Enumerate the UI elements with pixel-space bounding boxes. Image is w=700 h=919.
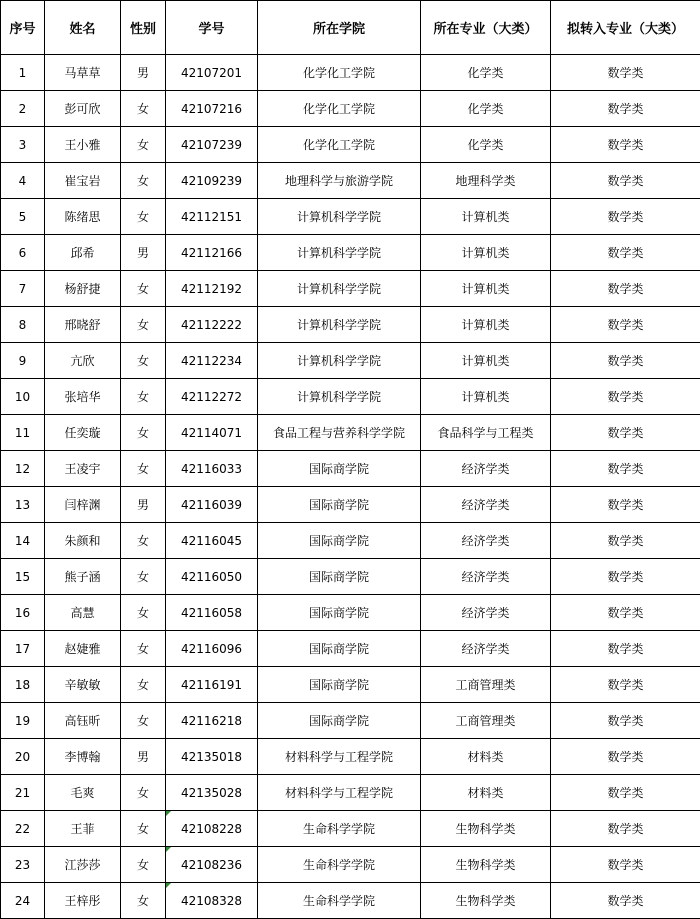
cell-target-major: 数学类 <box>551 127 700 163</box>
cell-target-major: 数学类 <box>551 739 700 775</box>
cell-target-major: 数学类 <box>551 55 700 91</box>
cell-gender: 女 <box>121 307 166 343</box>
cell-college: 化学化工学院 <box>258 55 421 91</box>
cell-student-id: 42112166 <box>166 235 258 271</box>
cell-index: 2 <box>1 91 45 127</box>
table-row <box>1 883 700 919</box>
cell-current-major: 计算机类 <box>421 271 551 307</box>
cell-college: 国际商学院 <box>258 595 421 631</box>
table-row <box>1 307 700 343</box>
cell-index: 8 <box>1 307 45 343</box>
cell-name: 辛敏敏 <box>45 667 121 703</box>
cell-gender: 女 <box>121 271 166 307</box>
cell-index: 22 <box>1 811 45 847</box>
cell-target-major: 数学类 <box>551 883 700 919</box>
cell-name: 任奕璇 <box>45 415 121 451</box>
header-college: 所在学院 <box>258 1 421 55</box>
cell-index: 12 <box>1 451 45 487</box>
cell-current-major: 经济学类 <box>421 487 551 523</box>
cell-gender: 男 <box>121 739 166 775</box>
cell-index: 5 <box>1 199 45 235</box>
cell-college: 计算机科学学院 <box>258 199 421 235</box>
cell-college: 国际商学院 <box>258 667 421 703</box>
cell-index: 7 <box>1 271 45 307</box>
cell-gender: 女 <box>121 163 166 199</box>
cell-current-major: 工商管理类 <box>421 667 551 703</box>
cell-student-id: 42116218 <box>166 703 258 739</box>
cell-name: 张培华 <box>45 379 121 415</box>
cell-target-major: 数学类 <box>551 523 700 559</box>
cell-student-id: 42112272 <box>166 379 258 415</box>
cell-current-major: 计算机类 <box>421 379 551 415</box>
cell-student-id: 42108236 <box>166 847 258 883</box>
cell-college: 食品工程与营养科学学院 <box>258 415 421 451</box>
cell-current-major: 工商管理类 <box>421 703 551 739</box>
header-target-major: 拟转入专业（大类） <box>551 1 700 55</box>
cell-index: 4 <box>1 163 45 199</box>
table-row <box>1 343 700 379</box>
table-row <box>1 559 700 595</box>
cell-college: 生命科学学院 <box>258 847 421 883</box>
cell-current-major: 经济学类 <box>421 559 551 595</box>
cell-current-major: 化学类 <box>421 91 551 127</box>
cell-student-id: 42116050 <box>166 559 258 595</box>
cell-current-major: 经济学类 <box>421 523 551 559</box>
cell-student-id: 42109239 <box>166 163 258 199</box>
cell-name: 崔宝岩 <box>45 163 121 199</box>
cell-index: 19 <box>1 703 45 739</box>
cell-gender: 女 <box>121 343 166 379</box>
cell-name: 李博翰 <box>45 739 121 775</box>
cell-college: 计算机科学学院 <box>258 235 421 271</box>
cell-name: 熊子涵 <box>45 559 121 595</box>
cell-student-id: 42116096 <box>166 631 258 667</box>
cell-current-major: 计算机类 <box>421 307 551 343</box>
cell-current-major: 经济学类 <box>421 451 551 487</box>
header-row <box>1 1 700 55</box>
cell-college: 国际商学院 <box>258 559 421 595</box>
cell-current-major: 地理科学类 <box>421 163 551 199</box>
cell-index: 9 <box>1 343 45 379</box>
cell-current-major: 化学类 <box>421 127 551 163</box>
cell-current-major: 经济学类 <box>421 595 551 631</box>
table-row <box>1 775 700 811</box>
cell-name: 赵婕雅 <box>45 631 121 667</box>
cell-student-id: 42114071 <box>166 415 258 451</box>
cell-student-id: 42108228 <box>166 811 258 847</box>
cell-current-major: 生物科学类 <box>421 883 551 919</box>
cell-target-major: 数学类 <box>551 811 700 847</box>
cell-college: 国际商学院 <box>258 631 421 667</box>
cell-student-id: 42112192 <box>166 271 258 307</box>
cell-student-id: 42135018 <box>166 739 258 775</box>
cell-target-major: 数学类 <box>551 451 700 487</box>
cell-current-major: 生物科学类 <box>421 811 551 847</box>
table-row <box>1 595 700 631</box>
cell-index: 17 <box>1 631 45 667</box>
cell-target-major: 数学类 <box>551 91 700 127</box>
cell-student-id: 42107201 <box>166 55 258 91</box>
cell-current-major: 食品科学与工程类 <box>421 415 551 451</box>
cell-target-major: 数学类 <box>551 163 700 199</box>
cell-gender: 男 <box>121 487 166 523</box>
cell-target-major: 数学类 <box>551 343 700 379</box>
cell-college: 化学化工学院 <box>258 91 421 127</box>
cell-target-major: 数学类 <box>551 487 700 523</box>
cell-current-major: 生物科学类 <box>421 847 551 883</box>
cell-name: 王小雅 <box>45 127 121 163</box>
cell-gender: 女 <box>121 91 166 127</box>
cell-index: 13 <box>1 487 45 523</box>
table-row <box>1 235 700 271</box>
cell-target-major: 数学类 <box>551 667 700 703</box>
cell-gender: 女 <box>121 523 166 559</box>
cell-college: 生命科学学院 <box>258 883 421 919</box>
header-student-id: 学号 <box>166 1 258 55</box>
cell-index: 21 <box>1 775 45 811</box>
cell-current-major: 化学类 <box>421 55 551 91</box>
cell-name: 高钰昕 <box>45 703 121 739</box>
cell-index: 20 <box>1 739 45 775</box>
cell-student-id: 42107239 <box>166 127 258 163</box>
cell-gender: 女 <box>121 415 166 451</box>
table-row <box>1 415 700 451</box>
cell-name: 王凌宇 <box>45 451 121 487</box>
cell-college: 国际商学院 <box>258 523 421 559</box>
cell-college: 计算机科学学院 <box>258 307 421 343</box>
cell-name: 彭可欣 <box>45 91 121 127</box>
cell-gender: 女 <box>121 883 166 919</box>
cell-college: 材料科学与工程学院 <box>258 775 421 811</box>
cell-college: 国际商学院 <box>258 703 421 739</box>
table-row <box>1 703 700 739</box>
cell-current-major: 计算机类 <box>421 199 551 235</box>
cell-target-major: 数学类 <box>551 703 700 739</box>
cell-college: 国际商学院 <box>258 487 421 523</box>
header-index: 序号 <box>1 1 45 55</box>
cell-student-id: 42116191 <box>166 667 258 703</box>
cell-student-id: 42107216 <box>166 91 258 127</box>
cell-student-id: 42135028 <box>166 775 258 811</box>
cell-target-major: 数学类 <box>551 595 700 631</box>
table-row <box>1 55 700 91</box>
cell-target-major: 数学类 <box>551 199 700 235</box>
cell-index: 11 <box>1 415 45 451</box>
cell-target-major: 数学类 <box>551 631 700 667</box>
table-row <box>1 127 700 163</box>
cell-target-major: 数学类 <box>551 235 700 271</box>
cell-student-id: 42112222 <box>166 307 258 343</box>
cell-name: 江莎莎 <box>45 847 121 883</box>
cell-student-id: 42112151 <box>166 199 258 235</box>
cell-index: 18 <box>1 667 45 703</box>
cell-college: 地理科学与旅游学院 <box>258 163 421 199</box>
cell-name: 王菲 <box>45 811 121 847</box>
cell-index: 6 <box>1 235 45 271</box>
cell-student-id: 42108328 <box>166 883 258 919</box>
cell-name: 闫梓渊 <box>45 487 121 523</box>
table-row <box>1 811 700 847</box>
cell-name: 亢欣 <box>45 343 121 379</box>
cell-gender: 女 <box>121 595 166 631</box>
cell-gender: 女 <box>121 667 166 703</box>
cell-gender: 女 <box>121 559 166 595</box>
table-row <box>1 163 700 199</box>
cell-name: 陈绪思 <box>45 199 121 235</box>
cell-name: 邱希 <box>45 235 121 271</box>
cell-college: 生命科学学院 <box>258 811 421 847</box>
cell-gender: 女 <box>121 127 166 163</box>
cell-current-major: 计算机类 <box>421 343 551 379</box>
table-row <box>1 199 700 235</box>
cell-college: 计算机科学学院 <box>258 379 421 415</box>
cell-index: 3 <box>1 127 45 163</box>
cell-index: 24 <box>1 883 45 919</box>
cell-name: 王梓彤 <box>45 883 121 919</box>
cell-student-id: 42116045 <box>166 523 258 559</box>
cell-target-major: 数学类 <box>551 379 700 415</box>
table-row <box>1 847 700 883</box>
cell-gender: 女 <box>121 631 166 667</box>
header-gender: 性别 <box>121 1 166 55</box>
cell-student-id: 42116039 <box>166 487 258 523</box>
cell-current-major: 材料类 <box>421 775 551 811</box>
cell-current-major: 材料类 <box>421 739 551 775</box>
header-current-major: 所在专业（大类） <box>421 1 551 55</box>
cell-gender: 女 <box>121 379 166 415</box>
cell-gender: 男 <box>121 55 166 91</box>
cell-college: 计算机科学学院 <box>258 343 421 379</box>
cell-target-major: 数学类 <box>551 847 700 883</box>
cell-college: 计算机科学学院 <box>258 271 421 307</box>
cell-index: 10 <box>1 379 45 415</box>
table-row <box>1 379 700 415</box>
cell-current-major: 经济学类 <box>421 631 551 667</box>
cell-name: 邢晓舒 <box>45 307 121 343</box>
cell-college: 国际商学院 <box>258 451 421 487</box>
cell-target-major: 数学类 <box>551 415 700 451</box>
cell-gender: 男 <box>121 235 166 271</box>
cell-index: 1 <box>1 55 45 91</box>
cell-index: 23 <box>1 847 45 883</box>
cell-name: 马草草 <box>45 55 121 91</box>
table-row <box>1 487 700 523</box>
table-body <box>1 55 700 919</box>
cell-target-major: 数学类 <box>551 559 700 595</box>
cell-gender: 女 <box>121 703 166 739</box>
cell-name: 毛爽 <box>45 775 121 811</box>
cell-student-id: 42116058 <box>166 595 258 631</box>
cell-current-major: 计算机类 <box>421 235 551 271</box>
cell-gender: 女 <box>121 199 166 235</box>
table-row <box>1 667 700 703</box>
cell-target-major: 数学类 <box>551 307 700 343</box>
table-row <box>1 631 700 667</box>
cell-target-major: 数学类 <box>551 775 700 811</box>
cell-gender: 女 <box>121 811 166 847</box>
cell-target-major: 数学类 <box>551 271 700 307</box>
cell-gender: 女 <box>121 451 166 487</box>
table-row <box>1 451 700 487</box>
cell-name: 杨舒捷 <box>45 271 121 307</box>
cell-name: 高慧 <box>45 595 121 631</box>
table-row <box>1 91 700 127</box>
table-row <box>1 271 700 307</box>
table-row <box>1 523 700 559</box>
cell-name: 朱颜和 <box>45 523 121 559</box>
cell-student-id: 42116033 <box>166 451 258 487</box>
cell-index: 14 <box>1 523 45 559</box>
header-name: 姓名 <box>45 1 121 55</box>
cell-college: 化学化工学院 <box>258 127 421 163</box>
cell-index: 15 <box>1 559 45 595</box>
cell-gender: 女 <box>121 847 166 883</box>
cell-index: 16 <box>1 595 45 631</box>
table-row <box>1 739 700 775</box>
cell-college: 材料科学与工程学院 <box>258 739 421 775</box>
cell-student-id: 42112234 <box>166 343 258 379</box>
cell-gender: 女 <box>121 775 166 811</box>
